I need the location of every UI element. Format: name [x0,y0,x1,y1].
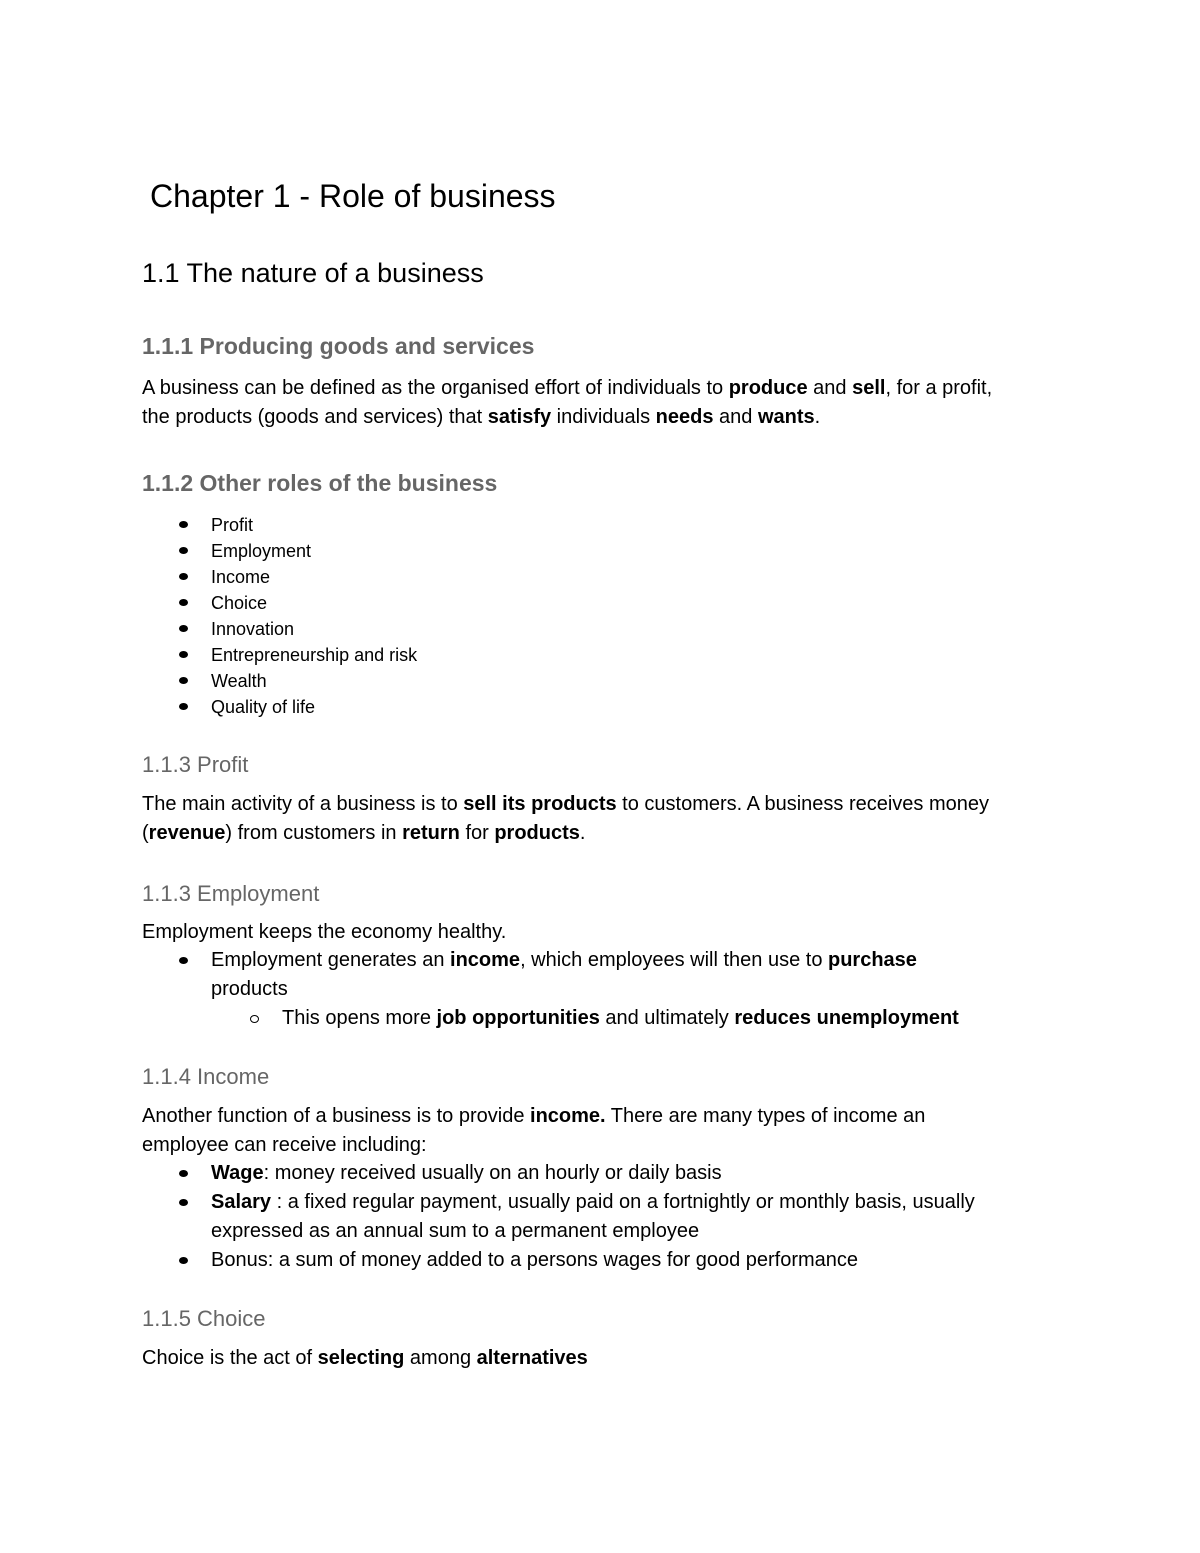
section-heading-1-1-5: 1.1.5 Choice [142,1306,266,1331]
list-item [142,668,1082,694]
list-item-label: Employment [211,541,312,561]
bold-text: return [402,822,460,844]
paragraph-line [142,1102,1082,1131]
bold-text: income. [530,1105,606,1127]
bold-text: alternatives [476,1347,588,1369]
list-item [142,564,1082,590]
bold-text: income [450,949,521,971]
bullet-icon [179,547,188,554]
text-run: Choice is the act of [142,1347,318,1369]
list-item-line: expressed as an annual sum to a permanent employee [211,1220,700,1242]
text-run: and ultimately [599,1007,735,1029]
list-item [142,1159,1082,1188]
text-run: : money received usually on an hourly or daily basis [263,1162,722,1184]
bold-text: Salary [211,1191,272,1213]
bold-text: reduces unemployment [734,1007,959,1029]
list-item-label: Profit [211,515,254,535]
paragraph-line: employee can receive including: [142,1134,427,1156]
bold-text: sell [852,377,886,399]
bold-text: purchase [828,949,917,971]
page-title: Chapter 1 - Role of business [150,178,556,214]
list-item [142,538,1082,564]
list-item-line [211,946,1082,975]
list-item [142,1246,1082,1275]
bullet-icon [179,1257,188,1264]
text-run: Another function of a business is to provide [142,1105,531,1127]
text-run: ) from customers in [225,822,403,844]
text-run: The main activity of a business is to [142,793,464,815]
paragraph-line [142,374,1082,403]
text-run: for [459,822,495,844]
list-item [142,946,1082,1004]
bold-text: satisfy [487,406,552,428]
bullet-icon [179,1170,188,1177]
bullet-icon [179,1199,188,1206]
bullet-icon [179,703,188,710]
text-run: individuals [551,406,656,428]
list-item [142,642,1082,668]
bold-text: Wage [211,1162,264,1184]
list-item-label: Choice [211,593,268,613]
bullet-icon [179,599,188,606]
section-heading-1-1-2: 1.1.2 Other roles of the business [142,470,498,496]
income-list [142,1159,1082,1275]
bullet-icon [179,573,188,580]
paragraph-line [142,1344,1082,1373]
text-run: A business can be defined as the organised effort of individuals to [142,377,729,399]
bullet-icon [179,521,188,528]
employment-list [142,946,1082,1004]
list-item [142,694,1082,720]
text-run: . [579,822,586,844]
bold-text: needs [655,406,714,428]
bullet-icon [179,625,188,632]
text-run: Employment generates an [211,949,451,971]
paragraph-profit [142,790,1082,848]
hollow-bullet-icon [250,1015,259,1023]
paragraph-income [142,1102,1082,1160]
paragraph-line [142,819,1082,848]
text-run: , for a profit, [885,377,993,399]
paragraph-employment-intro: Employment keeps the economy healthy. [142,921,507,943]
section-heading-1-1-3-employment: 1.1.3 Employment [142,881,320,906]
bold-text: revenue [148,822,226,844]
paragraph-choice [142,1344,1082,1373]
section-heading-1-1-1: 1.1.1 Producing goods and services [142,333,535,359]
list-item-line [211,1159,1082,1188]
list-item-label: Quality of life [211,697,316,717]
bold-text: wants [757,406,815,428]
list-item-line: products [211,978,288,1000]
bold-text: selecting [317,1347,405,1369]
text-run: among [404,1347,477,1369]
list-item-line [211,1188,1082,1217]
list-item-label: Innovation [211,619,295,639]
text-run: the products (goods and services) that [142,406,488,428]
section-heading-1-1-4: 1.1.4 Income [142,1064,270,1089]
list-item [142,512,1082,538]
text-run: and [807,377,853,399]
section-heading-1-1: 1.1 The nature of a business [142,258,484,288]
list-item-label: Entrepreneurship and risk [211,645,418,665]
list-item [142,1188,1082,1246]
list-item-label: Wealth [211,671,267,691]
text-run: : a fixed regular payment, usually paid on a fortnightly or monthly basis, usually [271,1191,975,1213]
text-run: ( [142,822,149,844]
bullet-icon [179,677,188,684]
text-run: , which employees will then use to [520,949,828,971]
bold-text: products [494,822,580,844]
list-item [142,616,1082,642]
bullet-icon [179,957,188,964]
paragraph-line [142,790,1082,819]
text-run: . [814,406,821,428]
text-run: and [713,406,758,428]
list-item-label: Income [211,567,271,587]
section-heading-1-1-3-profit: 1.1.3 Profit [142,752,249,777]
text-run: to customers. A business receives money [616,793,990,815]
employment-sublist [142,1004,1082,1033]
list-item [142,590,1082,616]
paragraph-producing-goods [142,374,1082,432]
text-run: There are many types of income an [605,1105,926,1127]
list-item-line: Bonus: a sum of money added to a persons wages for good performance [211,1249,859,1271]
list-item [142,1004,1082,1033]
bullet-icon [179,651,188,658]
text-run: This opens more [282,1007,437,1029]
bold-text: job opportunities [436,1007,600,1029]
roles-list [142,512,1082,720]
paragraph-line [142,403,1082,432]
bold-text: sell its products [463,793,617,815]
bold-text: produce [728,377,808,399]
